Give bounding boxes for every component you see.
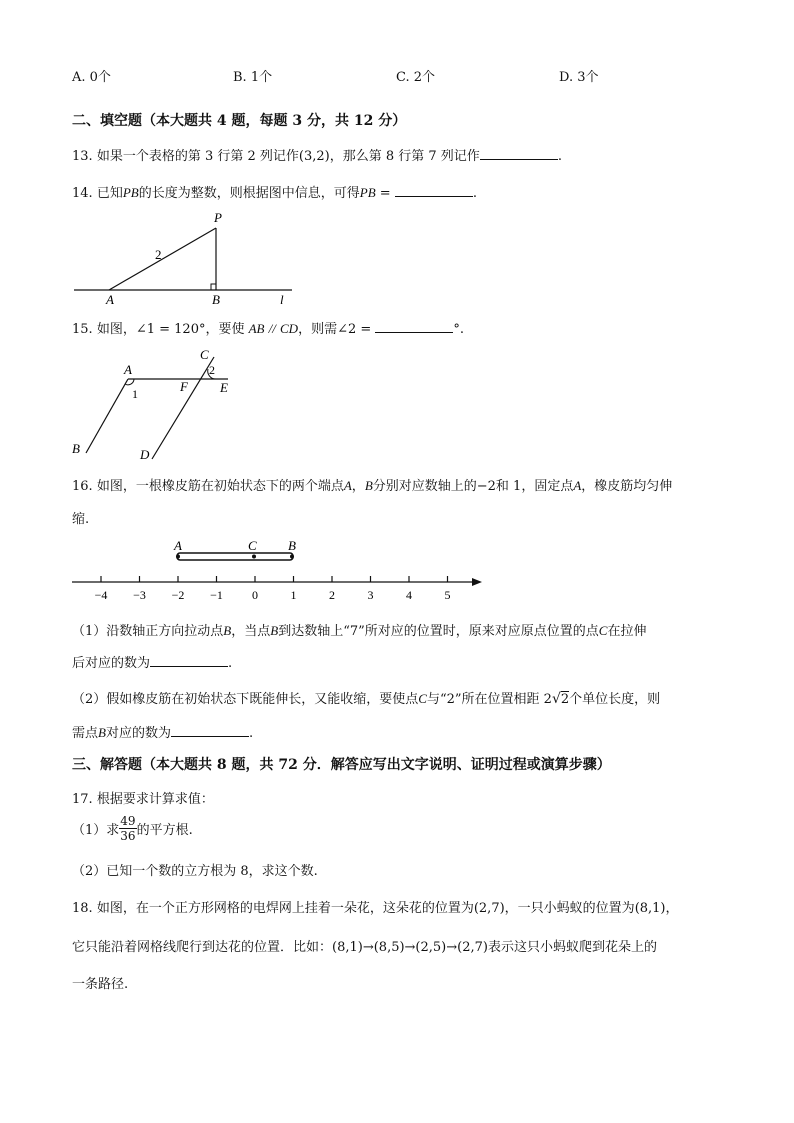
q16-b: B xyxy=(364,478,373,493)
tick-label: 5 xyxy=(444,588,451,602)
label-a: A xyxy=(124,362,132,377)
section-3-title: 三、解答题（本大题共 8 题，共 72 分．解答应写出文字说明、证明过程或演算步骤） xyxy=(72,757,611,773)
q18-line1: 如图，在一个正方形网格的电焊网上挂着一朵花，这朵花的位置为 xyxy=(96,901,474,916)
q16-1-c: C xyxy=(598,623,608,638)
q18-line1b: ，一只小蚂蚁的位置为 xyxy=(504,901,635,916)
tick-label: −2 xyxy=(171,588,185,602)
q13-answer-blank[interactable] xyxy=(480,147,558,160)
q15-number: 15. xyxy=(72,322,93,337)
q16-1-mid2: 到达数轴上“7”所对应的位置时，原来对应原点位置的点 xyxy=(278,624,599,639)
q16-2-coef: 2 xyxy=(543,692,552,707)
fraction-numerator: 49 xyxy=(120,814,136,828)
label-length: 2 xyxy=(155,247,162,262)
label-f: F xyxy=(180,379,188,394)
q15-mid: ，则需∠2 = xyxy=(298,322,372,337)
q16-2-radical: 2√2 xyxy=(543,691,570,707)
question-16-part1-line1 xyxy=(72,620,646,639)
option-d: D. 3个 xyxy=(559,70,599,85)
q16-text1c: ，橡皮筋均匀伸 xyxy=(581,479,673,494)
figure-15 xyxy=(68,343,248,463)
q18-line2a: 它只能沿着网格线爬行到达花的位置．比如： xyxy=(72,940,333,955)
tick-label: 1 xyxy=(290,588,297,602)
q16-1-pre: （1）沿数轴正方向拉动点 xyxy=(72,624,224,639)
question-18-line3: 一条路径. xyxy=(72,977,129,992)
q16-1-b2: B xyxy=(270,623,279,638)
fraction-denominator: 36 xyxy=(120,829,136,843)
q14-number: 14. xyxy=(72,186,93,201)
label-c: C xyxy=(200,347,209,362)
rubber-band xyxy=(177,553,293,560)
q16-comma: ， xyxy=(351,479,365,494)
axis-arrow xyxy=(472,578,482,586)
tick-label: 3 xyxy=(367,588,374,602)
q16-1-post: 在拉伸 xyxy=(607,624,647,639)
line-cd xyxy=(152,357,214,459)
q16-2-line2b: 对应的数为 xyxy=(105,726,171,741)
question-16-line1 xyxy=(72,475,672,494)
label-a: A xyxy=(106,292,114,307)
label-c: C xyxy=(248,538,257,553)
q14-pb2: PB xyxy=(359,185,376,200)
label-2: 2 xyxy=(209,363,215,377)
label-e: E xyxy=(220,380,228,395)
figure-16 xyxy=(68,535,488,605)
q17-1-post: 的平方根. xyxy=(136,823,193,838)
q16-2-mid: 与“2”所在位置相距 xyxy=(426,692,540,707)
label-1: 1 xyxy=(132,387,138,401)
point-c xyxy=(252,555,256,559)
question-14 xyxy=(72,182,477,201)
q15-ab: AB xyxy=(248,321,265,336)
q16-text1b: 分别对应数轴上的−2和 1，固定点 xyxy=(372,479,574,494)
q13-text-mid: ，那么第 8 行第 7 列记作 xyxy=(329,149,480,164)
question-17-part1 xyxy=(72,814,193,843)
q16-number: 16. xyxy=(72,479,93,494)
point-b xyxy=(290,555,294,559)
tick-label: −1 xyxy=(210,588,223,602)
q16-2-c: C xyxy=(418,691,427,706)
q16-text1: 如图，一根橡皮筋在初始状态下的两个端点 xyxy=(96,479,344,494)
question-18-line1 xyxy=(72,897,679,916)
option-a: A. 0个 xyxy=(72,70,111,85)
q16-1-b: B xyxy=(223,623,232,638)
label-b: B xyxy=(288,538,296,553)
q16-2-answer-blank[interactable] xyxy=(171,724,249,737)
q14-answer-blank[interactable] xyxy=(395,184,473,197)
q15-cd: CD xyxy=(280,321,299,336)
q13-end: . xyxy=(557,149,562,164)
section-2-title: 二、填空题（本大题共 4 题，每题 3 分，共 12 分） xyxy=(72,113,407,129)
tick-label: −4 xyxy=(94,588,108,602)
q15-pre: 如图，∠1 = 120°，要使 xyxy=(96,322,245,337)
right-angle-mark xyxy=(211,284,216,290)
q17-1-pre: （1）求 xyxy=(72,823,120,838)
q18-line2b: 表示这只小蚂蚁爬到花朵上的 xyxy=(487,940,657,955)
q16-1-end: . xyxy=(228,656,233,671)
option-c: C. 2个 xyxy=(396,70,436,85)
q14-end: . xyxy=(472,186,477,201)
q16-1-line2: 后对应的数为 xyxy=(72,656,151,671)
question-16-part1-line2 xyxy=(72,652,232,671)
label-b: B xyxy=(212,292,220,307)
q16-2-post: 个单位长度，则 xyxy=(569,692,661,707)
q16-a2: A xyxy=(573,478,582,493)
q15-answer-blank[interactable] xyxy=(375,320,453,333)
q13-text-pre: 如果一个表格的第 3 行第 2 列记作 xyxy=(96,149,299,164)
figure-14 xyxy=(70,208,300,308)
q16-a: A xyxy=(343,478,352,493)
tick-label: 4 xyxy=(406,588,412,602)
q14-mid: 的长度为整数，则根据图中信息，可得 xyxy=(138,186,360,201)
q16-2-line2a: 需点 xyxy=(72,726,99,741)
q13-coord: (3,2) xyxy=(298,149,330,164)
label-p: P xyxy=(214,210,222,225)
q16-2-end: . xyxy=(248,726,254,741)
label-a: A xyxy=(174,538,182,553)
label-l: l xyxy=(280,292,284,307)
line-ab xyxy=(86,379,128,453)
question-17-part2: （2）已知一个数的立方根为 8，求这个数. xyxy=(72,864,318,879)
question-17 xyxy=(72,788,214,807)
question-15 xyxy=(72,318,464,337)
option-b: B. 1个 xyxy=(233,70,273,85)
q13-number: 13. xyxy=(72,149,93,164)
q18-line1c: ， xyxy=(665,901,679,916)
q18-path: (8,1)→(8,5)→(2,5)→(2,7) xyxy=(332,940,488,955)
q15-parallel: // xyxy=(268,321,276,336)
q14-pb: PB xyxy=(122,185,139,200)
point-a xyxy=(176,555,180,559)
q16-2-rad: 2 xyxy=(560,692,570,707)
q14-eq: = xyxy=(379,186,391,201)
label-d: D xyxy=(140,447,150,462)
q16-2-pre: （2）假如橡皮筋在初始状态下既能伸长，又能收缩，要使点 xyxy=(72,692,419,707)
q18-number: 18. xyxy=(72,901,93,916)
question-16-part2-line1 xyxy=(72,688,660,707)
tick-label: 0 xyxy=(252,588,258,602)
question-16-line2: 缩. xyxy=(72,512,90,527)
q15-end: °. xyxy=(453,322,465,337)
tick-label: −3 xyxy=(133,588,146,602)
q18-pos2: (8,1) xyxy=(634,901,666,916)
question-16-part2-line2 xyxy=(72,722,253,741)
q16-2-b: B xyxy=(98,725,106,740)
fraction-49-36 xyxy=(119,814,136,843)
q16-1-mid: ，当点 xyxy=(231,624,271,639)
q16-1-answer-blank[interactable] xyxy=(150,654,228,667)
question-18-line2 xyxy=(72,936,657,955)
segment-ap xyxy=(109,228,216,290)
q17-text: 根据要求计算求值： xyxy=(96,792,214,807)
tick-label: 2 xyxy=(329,588,335,602)
question-13 xyxy=(72,145,562,164)
q18-pos1: (2,7) xyxy=(473,901,505,916)
label-b: B xyxy=(72,441,80,456)
q17-number: 17. xyxy=(72,792,93,807)
q14-pre: 已知 xyxy=(96,186,123,201)
